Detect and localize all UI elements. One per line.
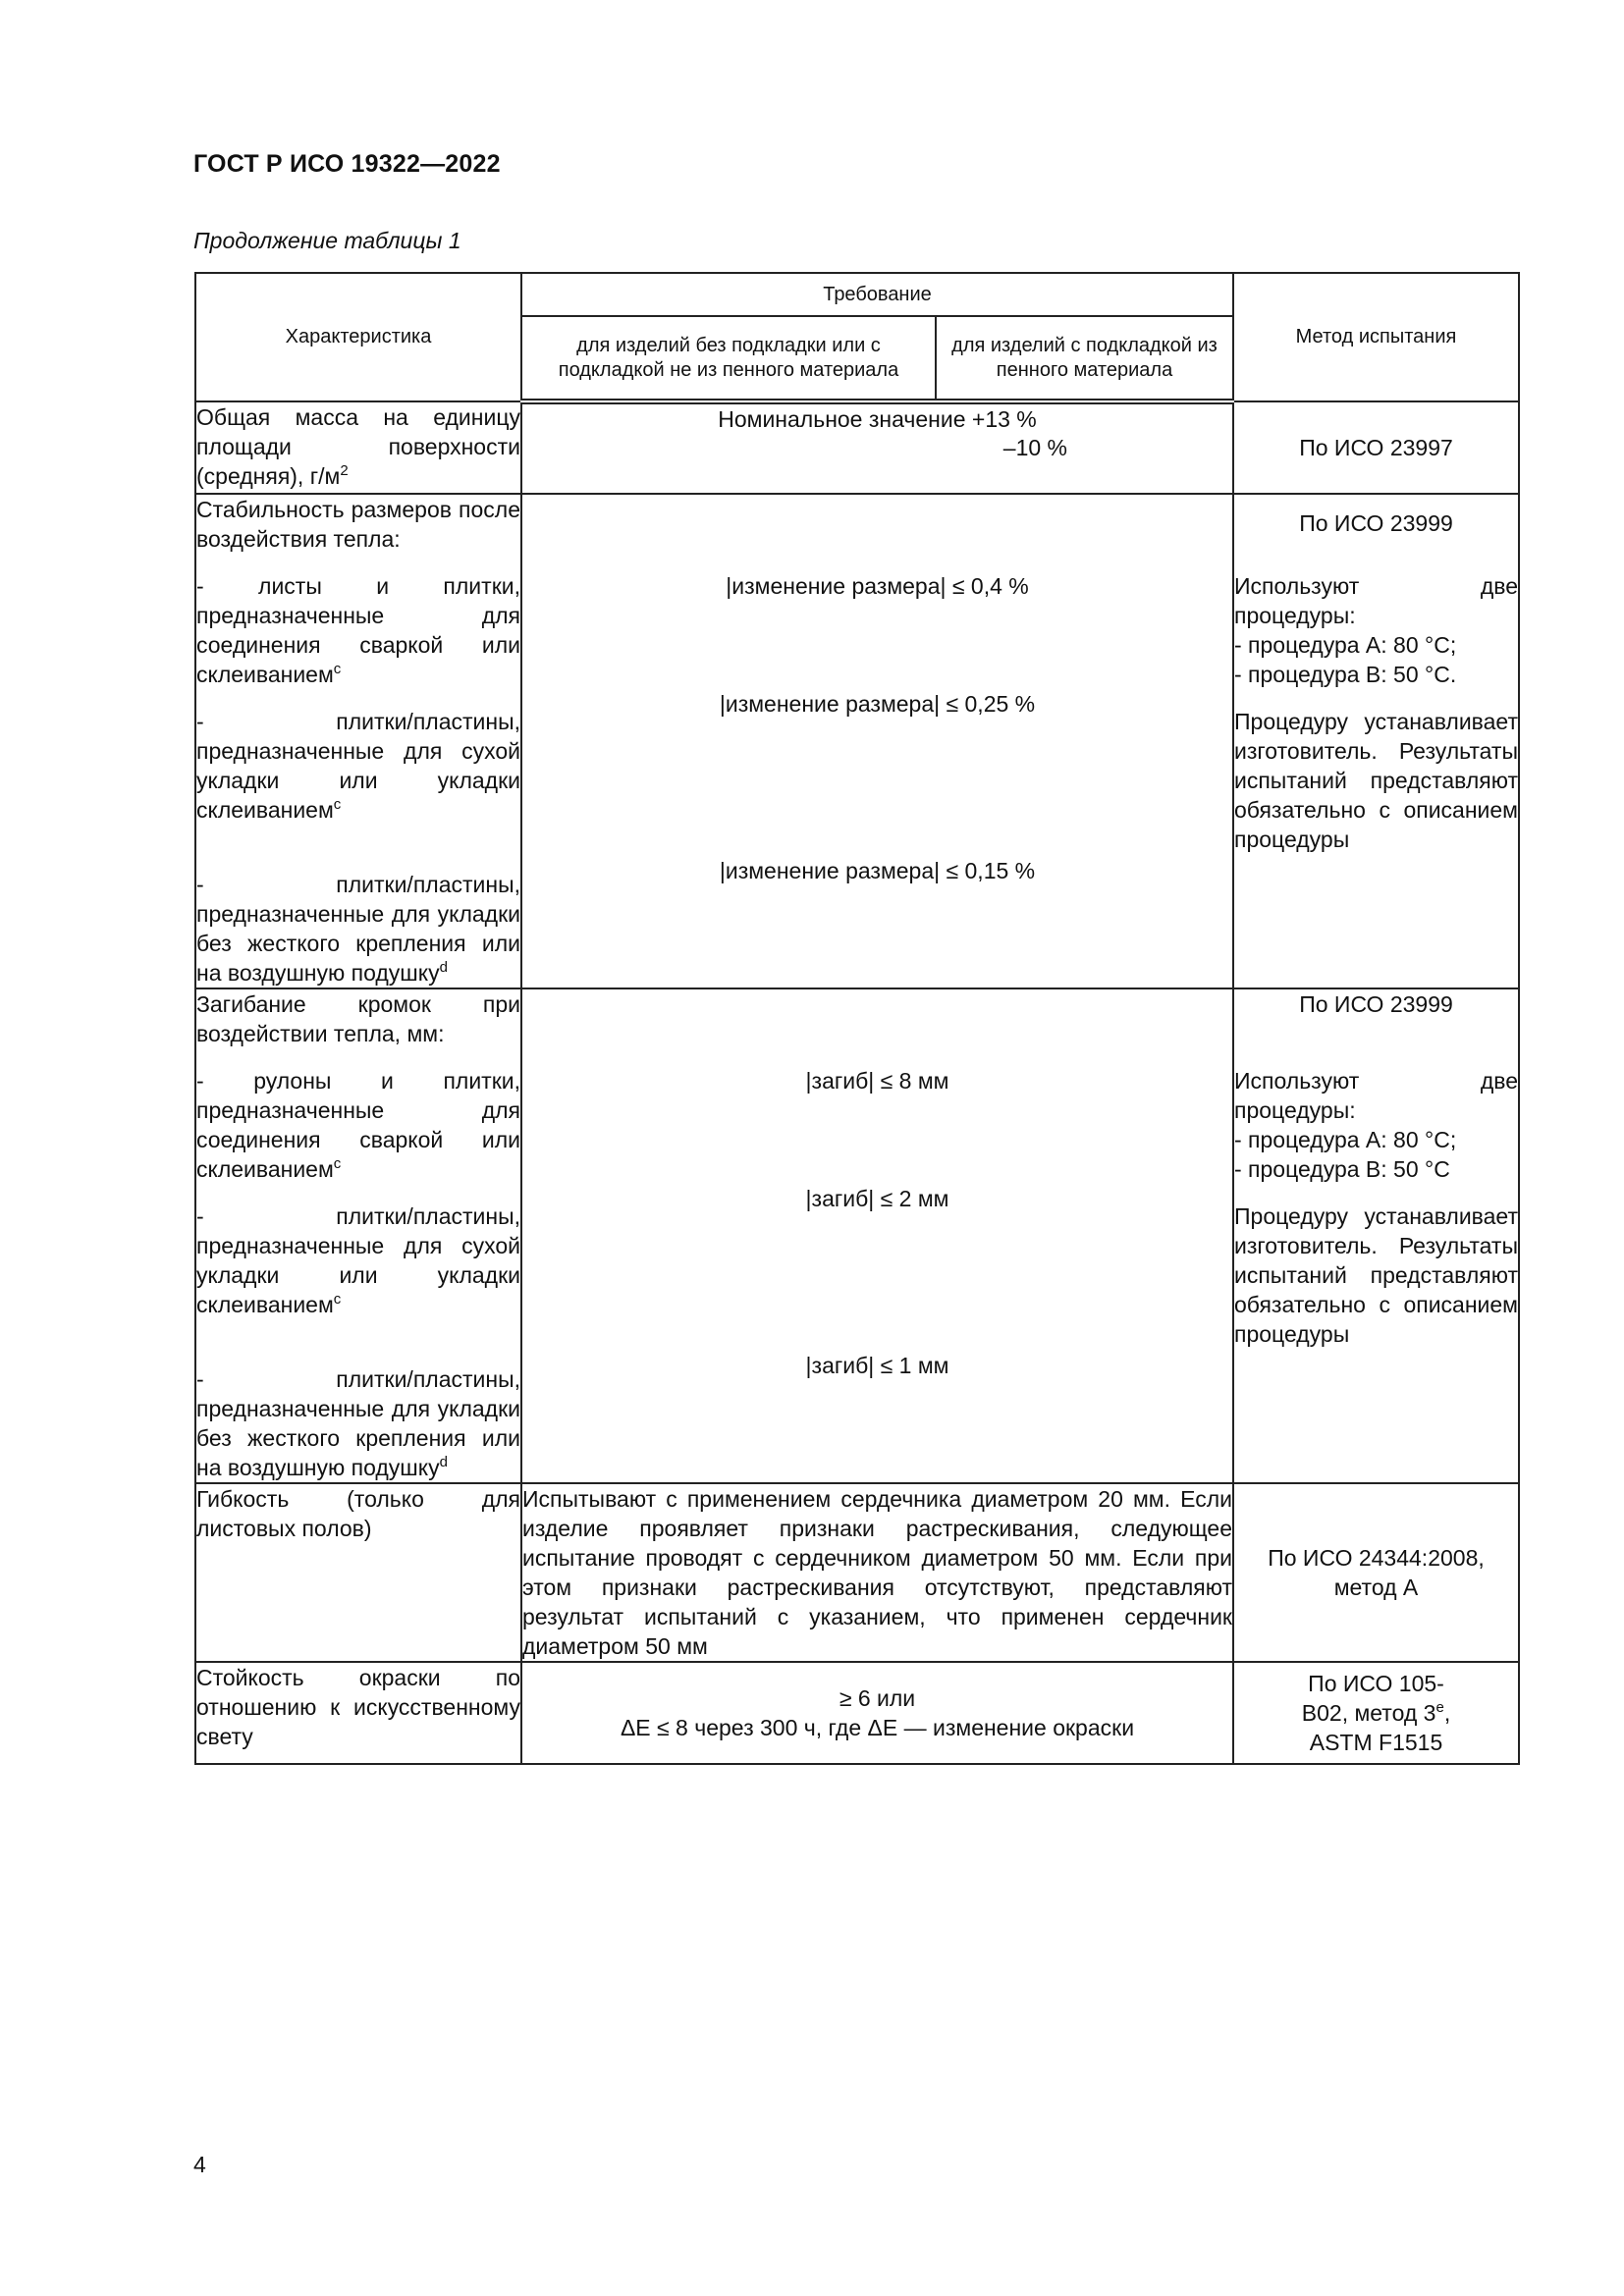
stability-item-weld: - листы и плитки, предназначенные для соединения сваркой или склеиванием$^c$ <box>196 573 520 687</box>
colorfastness-req-line1: ≥ 6 или <box>839 1685 916 1711</box>
stability-item-dry: - плитки/пластины, предназначенные для сухой укладки или укладки склеиванием$^c$ <box>196 709 520 823</box>
header-test-method: Метод испытания <box>1233 273 1519 401</box>
colorfastness-characteristic: Стойкость окраски по отношению к искусственному свету <box>196 1665 520 1749</box>
table-row-mass <box>195 401 1519 494</box>
stability-method: По ИСО 23999 <box>1299 510 1453 536</box>
curling-req-dry: |загиб| ≤ 2 мм <box>805 1186 949 1211</box>
flexibility-method: По ИСО 24344:2008, метод А <box>1268 1545 1485 1600</box>
stability-method-weld-2: - процедура А: 80 °C; <box>1234 632 1457 658</box>
header-characteristic: Характеристика <box>195 273 521 401</box>
stability-req-dry: |изменение размера| ≤ 0,25 % <box>719 691 1036 717</box>
curling-req-weld: |загиб| ≤ 8 мм <box>805 1068 949 1094</box>
curling-req-loose: |загиб| ≤ 1 мм <box>805 1353 949 1378</box>
colorfastness-req-line2: ΔE ≤ 8 через 300 ч, где ΔE — изменение окраски <box>620 1715 1135 1740</box>
stability-item-loose: - плитки/пластины, предназначенные для укладки без жесткого крепления или на воздушную подушку$^d$ <box>196 872 520 986</box>
stability-req-weld: |изменение размера| ≤ 0,4 % <box>726 573 1029 599</box>
table-caption: Продолжение таблицы 1 <box>193 228 461 253</box>
mass-requirement-tolerance: –10 % <box>1002 435 1067 460</box>
table-row-colorfastness <box>195 1662 1519 1764</box>
flexibility-characteristic: Гибкость (только для листовых полов) <box>196 1486 520 1541</box>
table-row-stability <box>195 494 1519 988</box>
curling-item-dry: - плитки/пластины, предназначенные для сухой укладки или укладки склеиванием$^c$ <box>196 1203 520 1317</box>
document-header: ГОСТ Р ИСО 19322—2022 <box>193 150 501 178</box>
curling-item-loose: - плитки/пластины, предназначенные для укладки без жесткого крепления или на воздушную подушку$^d$ <box>196 1366 520 1480</box>
requirements-table <box>194 272 1520 1765</box>
table-row-flexibility <box>195 1483 1519 1662</box>
stability-method-dry: Процедуру устанавливает изготовитель. Результаты испытаний представляют обязательно с описанием процедуры <box>1234 709 1518 852</box>
curling-method-dry: Процедуру устанавливает изготовитель. Результаты испытаний представляют обязательно с описанием процедуры <box>1234 1203 1518 1347</box>
mass-method: По ИСО 23997 <box>1299 435 1453 460</box>
colorfastness-method-line1: По ИСО 105- <box>1308 1671 1444 1696</box>
curling-method-weld-2: - процедура А: 80 °C; <box>1234 1127 1457 1152</box>
curling-title: Загибание кромок при воздействии тепла, мм: <box>196 991 520 1046</box>
curling-method-weld-3: - процедура В: 50 °C <box>1234 1156 1450 1182</box>
stability-title: Стабильность размеров после воздействия тепла: <box>196 497 520 552</box>
curling-method-weld-1: Используют две процедуры: <box>1234 1068 1518 1123</box>
table-row-curling <box>195 988 1519 1483</box>
mass-characteristic: Общая масса на единицу площади поверхности (средняя), $г/м^2$ <box>196 404 520 489</box>
header-requirement: Требование <box>521 273 1233 316</box>
header-req-no-foam: для изделий без подкладки или с подкладкой не из пенного материала <box>521 316 936 401</box>
colorfastness-method-line2: B02, метод 3e, <box>1301 1699 1451 1726</box>
page-number: 4 <box>193 2152 206 2177</box>
curling-method: По ИСО 23999 <box>1299 991 1453 1017</box>
flexibility-requirement: Испытывают с применением сердечника диаметром 20 мм. Если изделие проявляет признаки растрескивания, следующее испытание проводят с сердечником диаметром 50 мм. Если при этом признаки растрескивания отсутствуют, представляют результат испытаний с указанием, что применен сердечник диаметром 50 мм <box>522 1486 1232 1659</box>
header-req-foam: для изделий с подкладкой из пенного материала <box>936 316 1233 401</box>
stability-req-loose: |изменение размера| ≤ 0,15 % <box>719 858 1036 883</box>
colorfastness-method-line3: ASTM F1515 <box>1309 1730 1443 1755</box>
stability-method-weld-3: - процедура В: 50 °C. <box>1234 662 1457 687</box>
mass-requirement-nominal: Номинальное значение +13 % <box>718 406 1037 432</box>
curling-item-weld: - рулоны и плитки, предназначенные для соединения сваркой или склеиванием$^c$ <box>196 1068 520 1182</box>
stability-method-weld-1: Используют две процедуры: <box>1234 573 1518 628</box>
